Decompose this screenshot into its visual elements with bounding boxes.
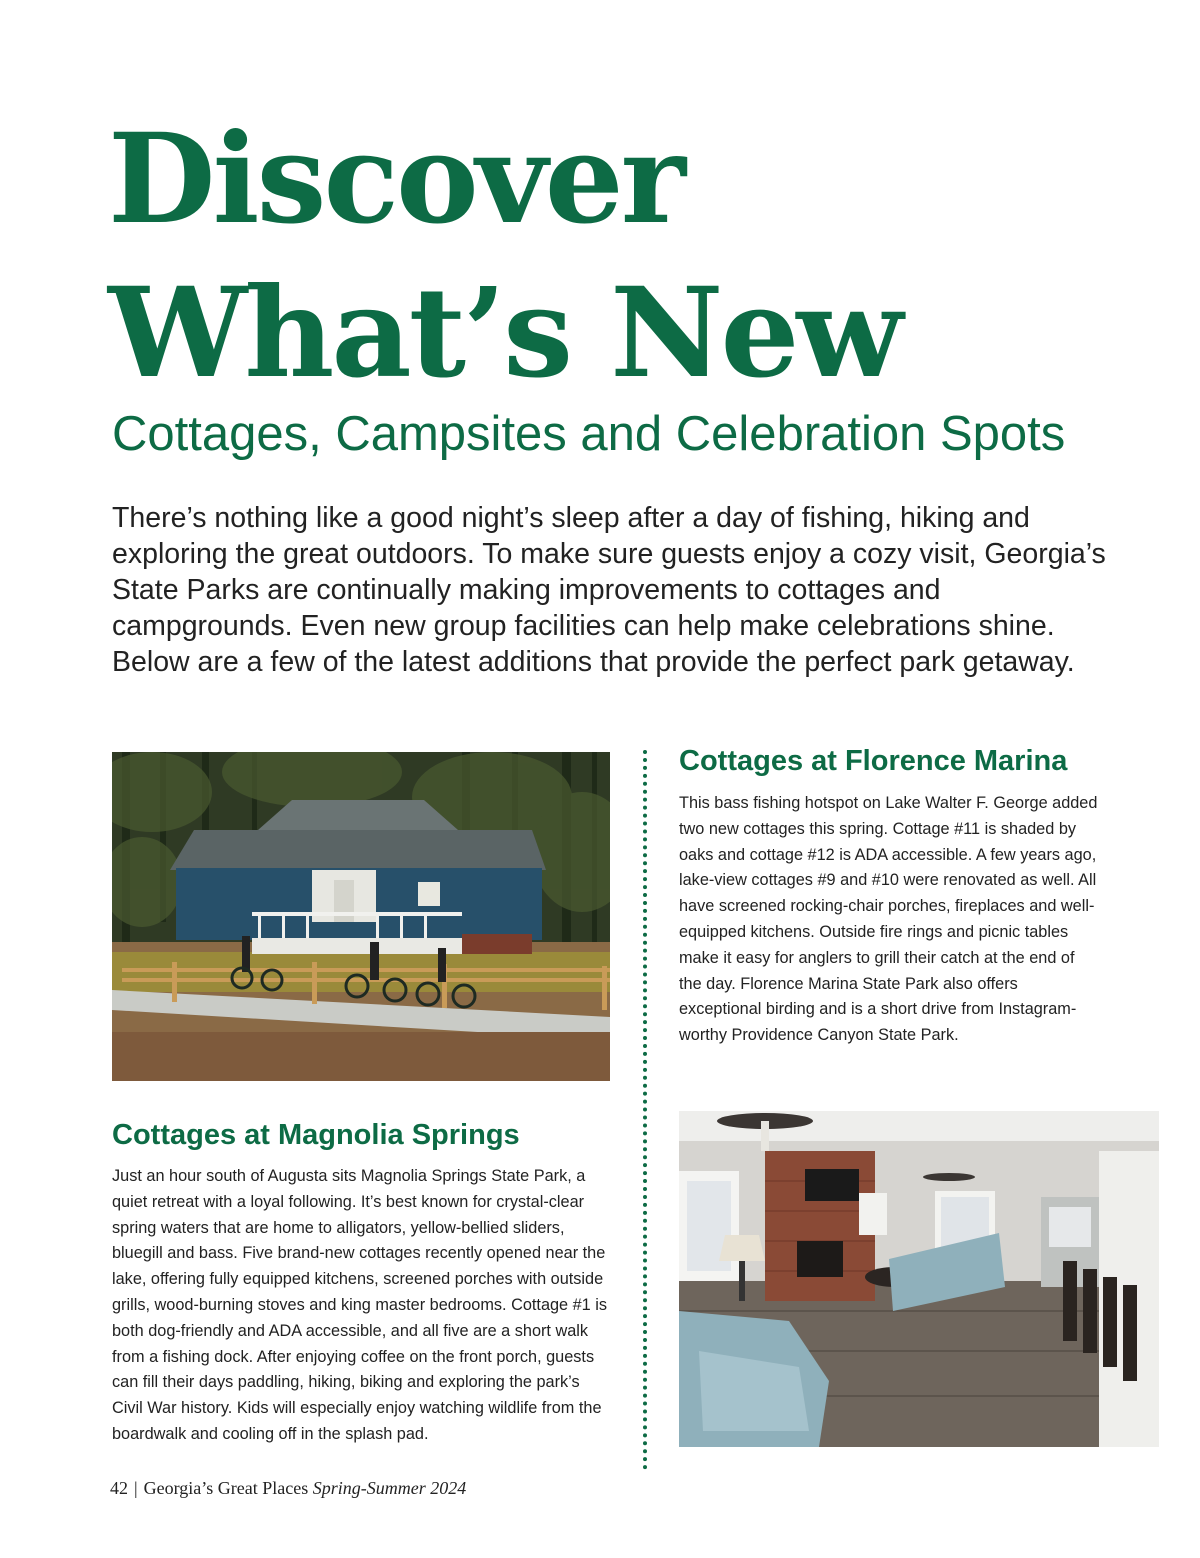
cottage-interior-photo <box>679 1111 1159 1447</box>
issue-name: Spring-Summer 2024 <box>312 1478 467 1498</box>
subtitle: Cottages, Campsites and Celebration Spots <box>112 407 1066 461</box>
cottage-photo <box>112 752 610 1081</box>
publication-name: Georgia’s Great Places <box>143 1478 309 1498</box>
section-heading-florence: Cottages at Florence Marina <box>679 745 1068 777</box>
title-line-2: What’s New <box>108 261 901 406</box>
page-footer <box>110 1478 466 1499</box>
footer-separator: | <box>134 1478 138 1498</box>
title-line-1: Discover <box>108 107 683 252</box>
section-heading-magnolia: Cottages at Magnolia Springs <box>112 1119 520 1151</box>
intro-paragraph: There’s nothing like a good night’s sleep after a day of fishing, hiking and exploring the great outdoors. To make sure guests enjoy a cozy visit, Georgia’s State Parks are continually making improvements to cottages and campgrounds. Even new group facilities can help make celebrations shine. Below are a few of the latest additions that provide the perfect park getaway. <box>112 502 1106 678</box>
section-body-magnolia: Just an hour south of Augusta sits Magnolia Springs State Park, a quiet retreat with a loyal following. It’s best known for crystal-clear spring waters that are home to alligators, yellow-bellied sliders, bluegill and bass. Five brand-new cottages recently opened near the lake, offering fully equipped kitchens, screened porches with outside grills, wood-burning stoves and king master bedrooms. Cottage #1 is both dog-friendly and ADA accessible, and all five are a short walk from a fishing dock. After enjoying coffee on the front porch, guests can fill their days paddling, hiking, biking and exploring the park’s Civil War history. Kids will especially enjoy watching wildlife from the boardwalk and cooling off in the splash pad. <box>112 1167 608 1443</box>
page-number: 42 <box>110 1478 128 1498</box>
section-body-florence: This bass fishing hotspot on Lake Walter F. George added two new cottages this spring. Cottage #11 is shaded by oaks and cottage #12 is ADA accessible. A few years ago, lake-view cottages #9 and #10 were renovated as well. All have screened rocking-chair porches, fireplaces and well-equipped kitchens. Outside fire rings and picnic tables make it easy for anglers to grill their catch at the end of the day. Florence Marina State Park also offers exceptional birding and is a short drive from Instagram-worthy Providence Canyon State Park. <box>679 794 1098 1045</box>
column-divider <box>643 750 647 1470</box>
